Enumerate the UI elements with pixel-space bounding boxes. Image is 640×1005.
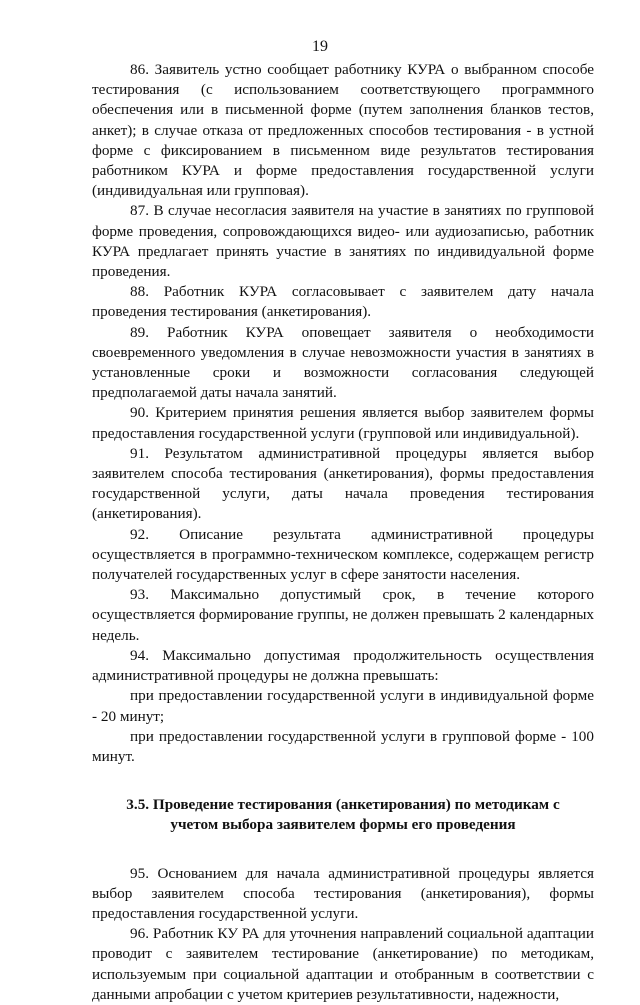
paragraph-89: 89. Работник КУРА оповещает заявителя о необходимости своевременного уведомления в случае невозможности участия в занятиях в установленные сроки и возможности согласования следующей предполагаемой даты начала занятий. <box>92 323 594 402</box>
paragraph-87: 87. В случае несогласия заявителя на участие в занятиях по групповой форме проведения, сопровождающихся видео- или аудиозаписью, работник КУРА предлагает принять участие в занятиях по индивидуальной форме проведения. <box>92 202 594 281</box>
paragraph-92: 92. Описание результата административной процедуры осуществляется в программно-техническом комплексе, содержащем регистр получателей государственных услуг в сфере занятости населения. <box>92 525 594 584</box>
paragraph-93: 93. Максимально допустимый срок, в течение которого осуществляется формирование группы, не должен превышать 2 календарных недель. <box>92 586 594 644</box>
paragraph-86: 86. Заявитель устно сообщает работнику КУРА о выбранном способе тестирования (с использованием соответствующего программного обеспечения или в письменной форме (путем заполнения бланков тестов, анкет); в случае отказа от предложенных способов тестирования - в устной форме с фиксированием в письменном виде результатов тестирования работником КУРА и форме предоставления государственной услуги (индивидуальная или групповая). <box>92 61 594 200</box>
paragraph-94-group: при предоставлении государственной услуги в групповой форме - 100 минут. <box>92 727 594 765</box>
paragraph-95: 95. Основанием для начала административной процедуры является выбор заявителем способа тестирования (анкетирования), формы предоставления государственной услуги. <box>92 864 594 922</box>
page-number: 19 <box>312 38 328 55</box>
paragraph-94-individual: при предоставлении государственной услуги в индивидуальной форме - 20 минут; <box>92 687 594 725</box>
paragraph-91: 91. Результатом административной процедуры является выбор заявителем способа тестирования (анкетирования), формы предоставления государственной услуги, даты начала проведения тестирования (анкетирования). <box>92 444 594 523</box>
paragraph-88: 88. Работник КУРА согласовывает с заявителем дату начала проведения тестирования (анкетирования). <box>92 283 594 321</box>
paragraph-96: 96. Работник КУ РА для уточнения направлений социальной адаптации проводит с заявителем тестирование (анкетирование) по методикам, используемым при социальной адаптации и отобранным в соответствии с данными апробации с учетом критериев результативности, надежности, <box>92 925 594 1003</box>
document-body <box>92 60 594 1005</box>
paragraph-90: 90. Критерием принятия решения является выбор заявителем формы предоставления государственной услуги (групповой или индивидуальной). <box>92 404 594 442</box>
paragraph-94: 94. Максимально допустимая продолжительность осуществления административной процедуры не должна превышать: <box>92 646 594 685</box>
section-heading: 3.5. Проведение тестирования (анкетирования) по методикам с учетом выбора заявителем формы его проведения <box>126 796 560 834</box>
